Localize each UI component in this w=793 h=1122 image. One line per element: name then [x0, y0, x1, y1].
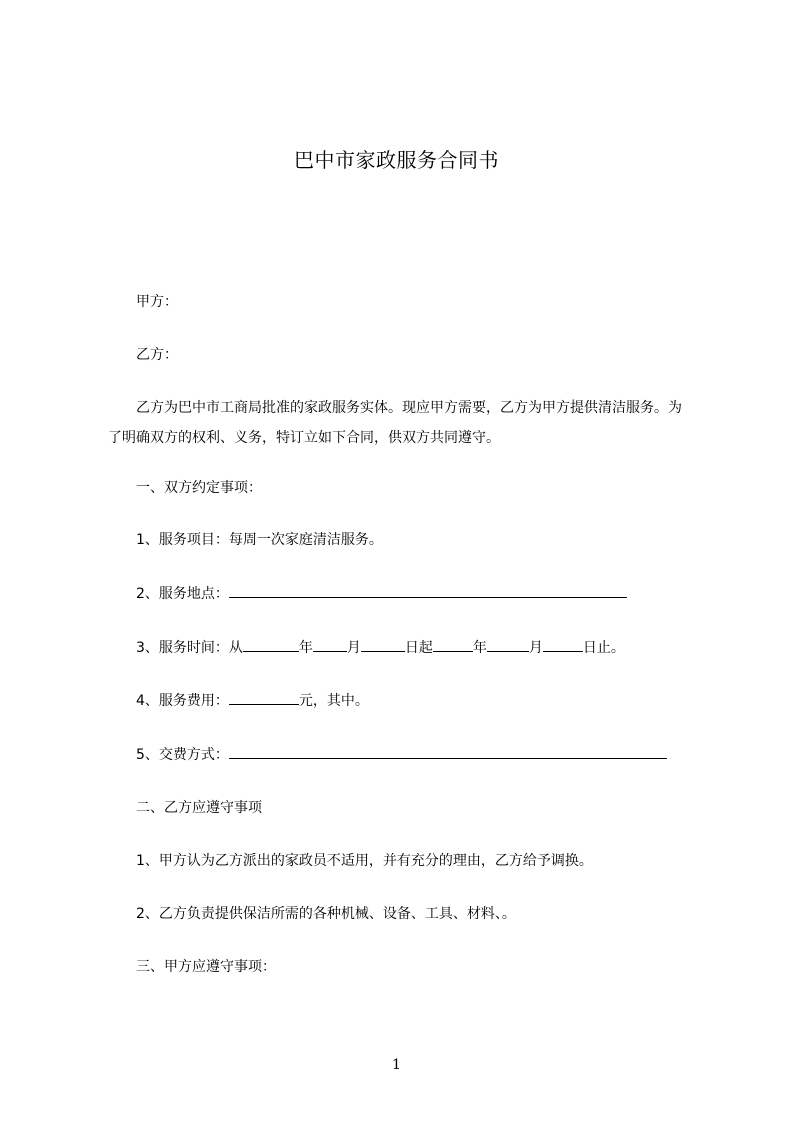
start-month-blank[interactable]: [313, 637, 347, 652]
service-time-label: 3、服务时间：从: [136, 640, 243, 656]
intro-paragraph: 乙方为巴中市工商局批准的家政服务实体。现应甲方需要，乙方为甲方提供清洁服务。为了明确双方的权利、义务，特订立如下合同，供双方共同遵守。: [108, 400, 682, 446]
party-a-label: 甲方：: [136, 294, 178, 310]
start-year-unit: 年: [298, 640, 313, 656]
section-1-heading: 一、双方约定事项：: [136, 480, 262, 496]
start-month-unit: 月: [346, 640, 361, 656]
item-service-scope: 1、服务项目：每周一次家庭清洁服务。: [136, 532, 383, 548]
service-location-label: 2、服务地点：: [136, 586, 229, 602]
item-service-time: [136, 637, 625, 658]
payment-method-blank[interactable]: [229, 744, 667, 759]
start-year-blank[interactable]: [243, 637, 299, 652]
end-month-unit: 月: [528, 640, 543, 656]
end-year-blank[interactable]: [433, 637, 473, 652]
item-service-fee: [136, 690, 369, 711]
item-service-location: [136, 583, 627, 604]
end-month-blank[interactable]: [487, 637, 529, 652]
end-day-unit: 日止。: [582, 640, 625, 656]
section-3-heading: 三、甲方应遵守事项：: [136, 959, 276, 975]
section-2-item-1: 1、甲方认为乙方派出的家政员不适用，并有充分的理由，乙方给予调换。: [136, 853, 593, 869]
service-fee-label: 4、服务费用：: [136, 693, 229, 709]
page-number: 1: [392, 1057, 401, 1073]
service-location-blank[interactable]: [229, 583, 627, 598]
service-fee-suffix: 元，其中。: [298, 693, 369, 709]
document-title: 巴中市家政服务合同书: [294, 148, 499, 172]
start-day-unit: 日起: [404, 640, 433, 656]
payment-method-label: 5、交费方式：: [136, 747, 229, 763]
section-2-heading: 二、乙方应遵守事项: [136, 800, 262, 816]
party-b-label: 乙方：: [136, 347, 178, 363]
start-day-blank[interactable]: [361, 637, 405, 652]
end-year-unit: 年: [472, 640, 487, 656]
end-day-blank[interactable]: [543, 637, 583, 652]
section-2-item-2: 2、乙方负责提供保洁所需的各种机械、设备、工具、材料、。: [136, 906, 516, 922]
item-payment-method: [136, 744, 667, 765]
service-fee-blank[interactable]: [229, 690, 299, 705]
